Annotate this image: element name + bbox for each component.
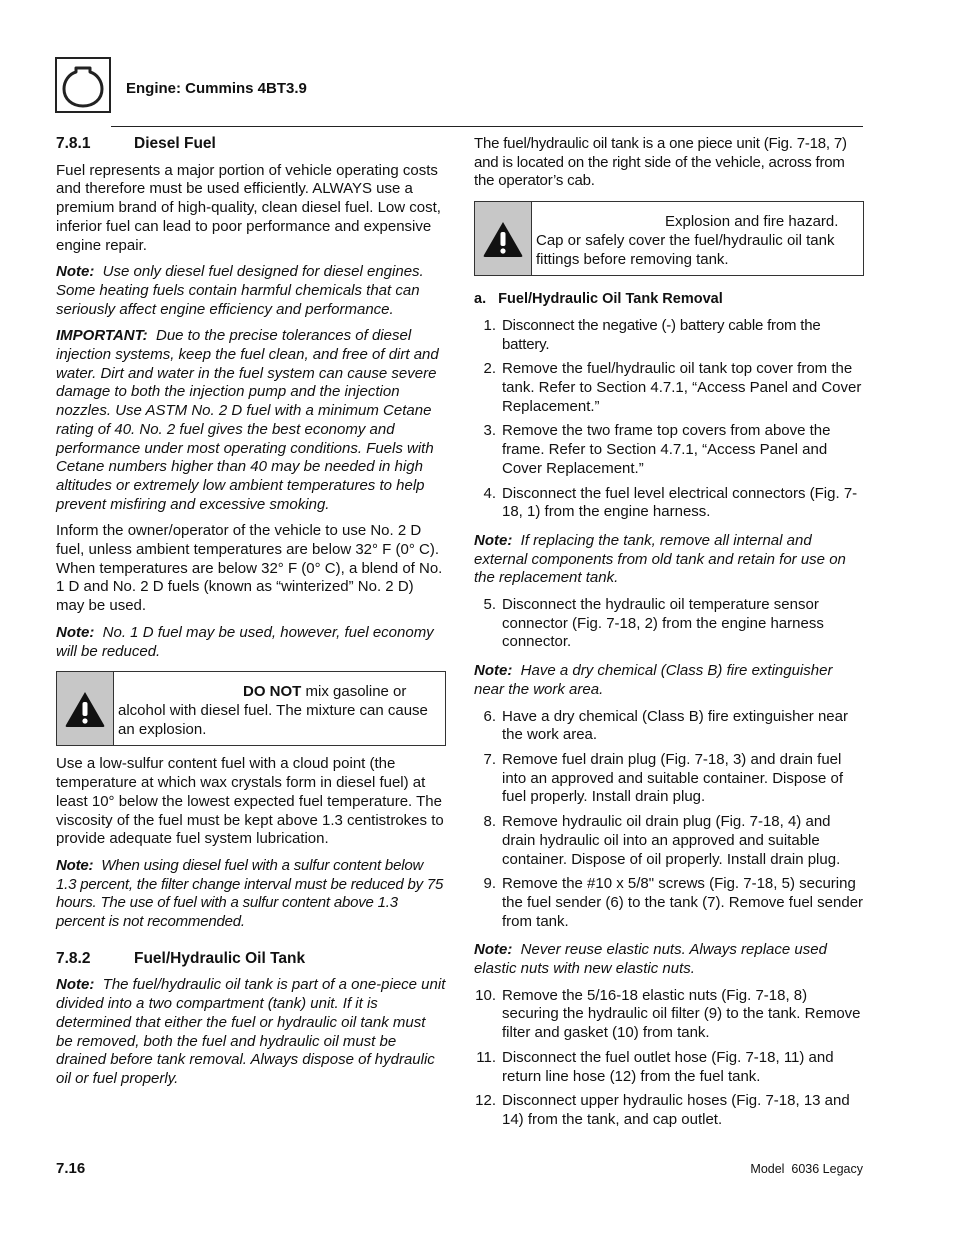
model-label: Model 6036 Legacy	[750, 1162, 863, 1176]
steps-list-1-4	[474, 317, 864, 522]
note-text: Have a dry chemical (Class B) fire extinguisher near the work area.	[474, 662, 833, 698]
list-item: 9. Remove the #10 x 5/8" screws (Fig. 7-18, 5) securing the fuel sender (6) to the tank (7). Remove fuel sender from tank.	[483, 875, 864, 930]
section-title: Fuel/Hydraulic Oil Tank	[134, 949, 306, 967]
list-item: 2. Remove the fuel/hydraulic oil tank top cover from the tank. Refer to Section 4.7.1, “Access Panel and Cover Replacement.”	[483, 360, 862, 415]
section-number: 7.8.1	[56, 135, 91, 152]
note-elastic-nuts	[474, 941, 864, 978]
note-one-piece-unit	[56, 976, 446, 1088]
list-item: 10. Remove the 5/16-18 elastic nuts (Fig. 7-18, 8) securing the hydraulic oil filter (9) to the tank. Remove filter and gasket (10) from tank.	[475, 986, 861, 1042]
note-label: Note:	[474, 662, 513, 680]
note-text: Use only diesel fuel designed for diesel engines. Some heating fuels contain harmful chemicals that can seriously affect engine efficiency and performance.	[56, 263, 424, 318]
right-column	[474, 135, 864, 1136]
note-label: Note:	[56, 263, 95, 281]
warning-text	[114, 672, 445, 745]
note-text: When using diesel fuel with a sulfur content below 1.3 percent, the filter change interval must be reduced by 75 hours. The use of fuel with a sulfur content above 1.3 percent is not recommended.	[56, 856, 444, 931]
note-text: Never reuse elastic nuts. Always replace used elastic nuts with new elastic nuts.	[474, 941, 827, 978]
note-label: Note:	[474, 941, 513, 959]
steps-list-6-9	[474, 708, 864, 932]
warning-headline: Explosion and fire hazard.	[665, 213, 839, 231]
note-label: Note:	[56, 976, 95, 994]
list-item: 8. Remove hydraulic oil drain plug (Fig. 7-18, 4) and drain hydraulic oil into an approved and suitable container. Dispose of oil properly. Install drain plug.	[483, 813, 841, 868]
section-title: Diesel Fuel	[134, 135, 216, 152]
paragraph-low-sulfur: Use a low-sulfur content fuel with a cloud point (the temperature at which wax crystals form in diesel fuel) at least 10° below the lowest expected fuel temperature. The viscosity of the fuel must be kept above 1.3 centistrokes to provide adequate fuel system lubrication.	[56, 755, 444, 848]
section-heading-tank	[56, 950, 446, 969]
note-replacing-tank	[474, 532, 864, 588]
note-label: Note:	[56, 856, 94, 874]
section-number: 7.8.2	[56, 949, 91, 967]
engine-icon	[55, 57, 111, 113]
paragraph-tank-location: The fuel/hydraulic oil tank is a one piece unit (Fig. 7-18, 7) and is located on the right side of the vehicle, across from the operator’s cab.	[474, 135, 847, 190]
list-item: 6. Have a dry chemical (Class B) fire extinguisher near the work area.	[483, 707, 848, 744]
list-item: 12. Disconnect upper hydraulic hoses (Fig. 7-18, 13 and 14) from the tank, and cap outlet.	[475, 1092, 850, 1128]
subheading-tank-removal: a. Fuel/Hydraulic Oil Tank Removal	[474, 291, 723, 308]
warning-triangle-icon	[57, 672, 114, 745]
left-column	[56, 135, 446, 1097]
important-text: Due to the precise tolerances of diesel injection systems, keep the fuel clean, and free of dirt and water. Dirt and water in the fuel system can cause severe damage to both the injection pump and the injection nozzles. Use ASTM No. 2 D fuel with a minimum Cetane rating of 40. No. 2 fuel gives the best economy and performance under most operating conditions. Fuels with Cetane numbers higher than 40 may be needed in high altitudes or extremely low ambient temperatures to help prevent misfiring and excessive smoking.	[56, 327, 439, 513]
note-text: No. 1 D fuel may be used, however, fuel economy will be reduced.	[56, 623, 434, 660]
note-sulfur-content	[56, 857, 446, 932]
warning-text	[532, 202, 863, 275]
paragraph-winterized: Inform the owner/operator of the vehicle to use No. 2 D fuel, unless ambient temperatures are below 32° F (0° C). When temperatures are below 32° F (0° C), a blend of No. 1 D and No. 2 D fuels (known as “winterized” No. 2 D) may be used.	[56, 522, 443, 615]
note-text: If replacing the tank, remove all internal and external components from old tank and retain for use on the replacement tank.	[474, 531, 846, 587]
note-label: Note:	[56, 623, 95, 641]
header-rule	[111, 126, 863, 127]
steps-list-10-12	[474, 987, 864, 1130]
note-fire-extinguisher	[474, 662, 864, 699]
list-item: 5. Disconnect the hydraulic oil temperature sensor connector (Fig. 7-18, 2) from the engine harness connector.	[483, 596, 824, 651]
note-text: The fuel/hydraulic oil tank is part of a one-piece unit divided into a two compartment (tank) unit. If it is determined that either the fuel or hydraulic oil tank must be removed, both the fuel and hydraulic oil must be drained before tank removal. Always dispose of hydraulic oil or fuel properly.	[56, 976, 446, 1087]
note-no1-fuel	[56, 624, 446, 661]
warning-box-explosion	[474, 201, 864, 276]
warning-body: Cap or safely cover the fuel/hydraulic oil tank fittings before removing tank.	[536, 231, 835, 268]
paragraph-fuel-costs: Fuel represents a major portion of vehicle operating costs and therefore must be used efficiently. ALWAYS use a premium brand of high-quality, clean diesel fuel. Low cost, inferior fuel can lead to poor performance and expensive engine repair.	[56, 161, 441, 254]
important-fuel-clean	[56, 327, 446, 514]
section-heading-diesel-fuel	[56, 135, 446, 154]
list-item: 1. Disconnect the negative (-) battery cable from the battery.	[483, 316, 821, 353]
list-item: 7. Remove fuel drain plug (Fig. 7-18, 3) and drain fuel into an approved and suitable container. Dispose of fuel properly. Install drain plug.	[483, 750, 844, 806]
page-number: 7.16	[56, 1160, 86, 1177]
note-label: Note:	[474, 531, 513, 549]
list-item: 4. Disconnect the fuel level electrical connectors (Fig. 7-18, 1) from the engine harness.	[483, 484, 858, 521]
warning-emphasis: DO NOT	[243, 683, 302, 701]
warning-body: mix gasoline or alcohol with diesel fuel. The mixture can cause an explosion.	[118, 683, 428, 738]
header-title: Engine: Cummins 4BT3.9	[126, 80, 307, 97]
steps-list-5	[474, 596, 864, 652]
warning-box-gasoline	[56, 671, 446, 746]
important-label: IMPORTANT:	[56, 327, 148, 345]
warning-triangle-icon	[475, 202, 532, 275]
note-diesel-only	[56, 263, 446, 319]
list-item: 3. Remove the two frame top covers from above the frame. Refer to Section 4.7.1, “Access Panel and Cover Replacement.”	[483, 422, 831, 477]
list-item: 11. Disconnect the fuel outlet hose (Fig. 7-18, 11) and return line hose (12) from the fuel tank.	[476, 1048, 834, 1085]
